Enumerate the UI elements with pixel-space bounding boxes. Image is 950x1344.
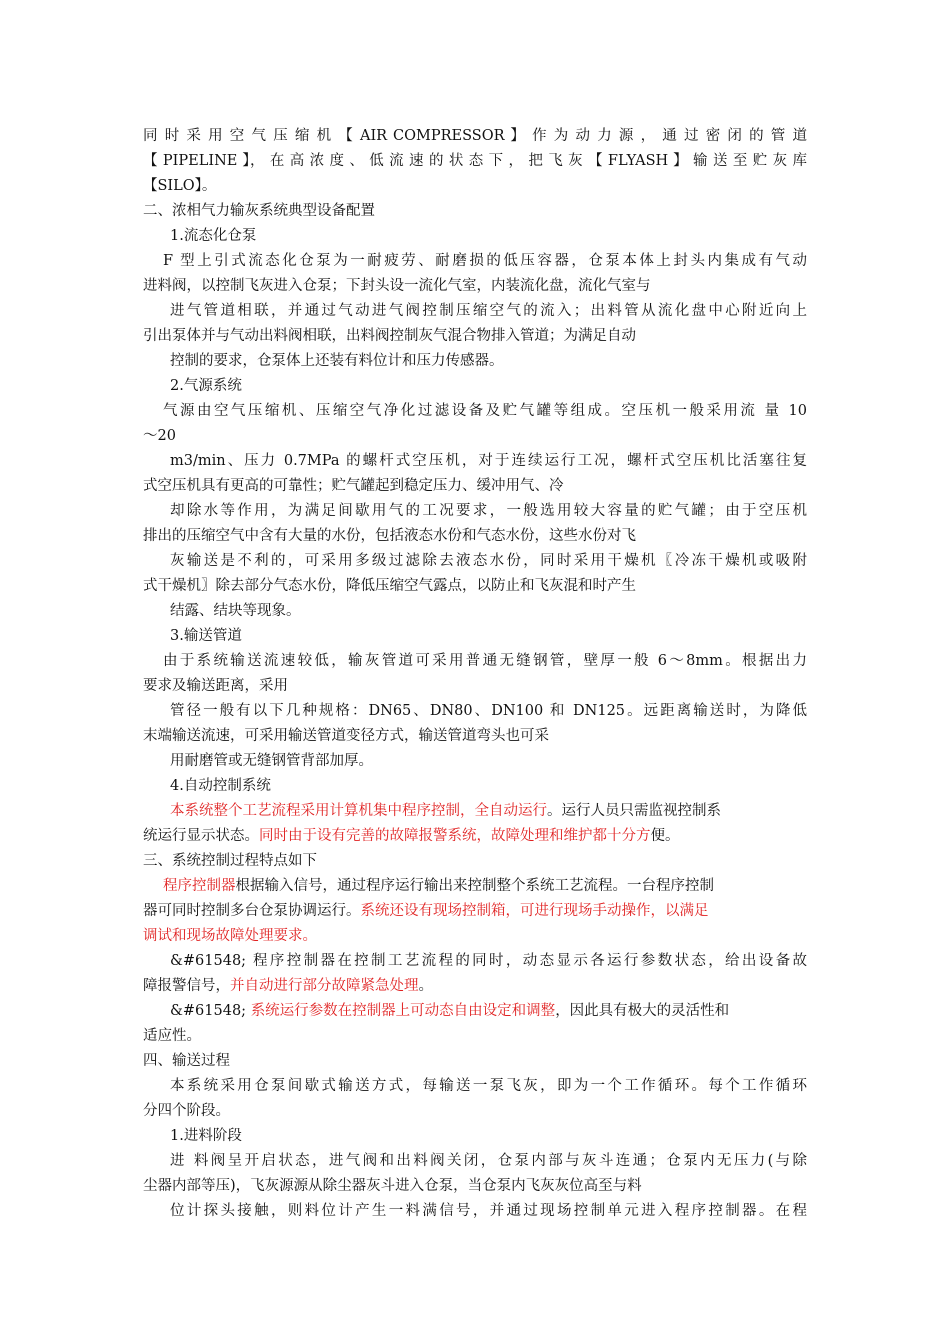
text-line: 进气管道相联，并通过气动进气阀控制压缩空气的流入；出料管从流化盘中心附近向上 xyxy=(170,303,807,319)
text-line xyxy=(143,874,807,899)
subsection-heading: 3.输送管道 xyxy=(170,628,242,644)
highlighted-text: 系统运行参数在控制器上可动态自由设定和调整 xyxy=(250,1003,556,1019)
text-line xyxy=(143,899,807,924)
text-line: 气源由空气压缩机、压缩空气净化过滤设备及贮气罐等组成。空压机一般采用流 量 10 xyxy=(163,403,807,419)
text-line: 控制的要求，仓泵体上还装有料位计和压力传感器。 xyxy=(170,353,504,369)
text-line: m3/min、压力 0.7MPa 的螺杆式空压机，对于连续运行工况，螺杆式空压机比活塞往复 xyxy=(170,453,807,469)
highlighted-text: 并自动进行部分故障紧急处理 xyxy=(230,978,419,994)
text-span: 根据输入信号，通过程序运行输出来控制整个系统工艺流程。一台程序控制 xyxy=(235,878,714,894)
text-span: 便。 xyxy=(650,828,680,844)
text-line: 由于系统输送流速较低，输灰管道可采用普通无缝钢管，壁厚一般 6～8mm。根据出力 xyxy=(163,653,807,669)
text-line: 末端输送流速，可采用输送管道变径方式，输送管道弯头也可采 xyxy=(143,728,549,744)
highlighted-text: 系统还设有现场控制箱，可进行现场手动操作，以满足 xyxy=(360,903,709,919)
text-line: 进料阀，以控制飞灰进入仓泵；下封头设一流化气室，内装流化盘，流化气室与 xyxy=(143,278,651,294)
text-span: 。运行人员只需监视控制系 xyxy=(547,803,721,819)
text-span: 统运行显示状态。 xyxy=(143,828,259,844)
text-line: ～20 xyxy=(143,428,176,444)
text-line: 用耐磨管或无缝钢管背部加厚。 xyxy=(170,753,373,769)
text-line: 引出泵体并与气动出料阀相联，出料阀控制灰气混合物排入管道；为满足自动 xyxy=(143,328,636,344)
text-line: 灰输送是不利的，可采用多级过滤除去液态水份，同时采用干燥机〖冷冻干燥机或吸附 xyxy=(170,553,807,569)
section-heading: 三、系统控制过程特点如下 xyxy=(143,853,317,869)
text-span: 障报警信号， xyxy=(143,978,230,994)
text-span: &#61548; xyxy=(170,1003,251,1019)
text-span: 器可同时控制多台仓泵协调运行。 xyxy=(143,903,361,919)
text-line xyxy=(143,974,807,999)
text-line: 【SILO】。 xyxy=(143,178,217,194)
text-line xyxy=(143,999,807,1024)
text-line: 式空压机具有更高的可靠性；贮气罐起到稳定压力、缓冲用气、冷 xyxy=(143,478,564,494)
text-line: 分四个阶段。 xyxy=(143,1103,230,1119)
highlighted-text: 调试和现场故障处理要求。 xyxy=(143,928,317,944)
text-line: 同 时 采 用 空 气 压 缩 机 【 AIR COMPRESSOR 】 作 为 动 力 源 ， 通 过 密 闭 的 管 道 xyxy=(143,128,807,144)
section-heading: 二、浓相气力输灰系统典型设备配置 xyxy=(143,203,375,219)
subsection-heading: 1.流态化仓泵 xyxy=(170,228,257,244)
text-span: ，因此具有极大的灵活性和 xyxy=(555,1003,730,1019)
highlighted-text: 同时由于设有完善的故障报警系统，故障处理和维护都十分方 xyxy=(259,828,651,844)
text-line: 本系统采用仓泵间歇式输送方式，每输送一泵飞灰，即为一个工作循环。每个工作循环 xyxy=(170,1078,807,1094)
text-line: 进 料阀呈开启状态，进气阀和出料阀关闭，仓泵内部与灰斗连通；仓泵内无压力(与除 xyxy=(170,1153,807,1169)
text-line: 排出的压缩空气中含有大量的水份，包括液态水份和气态水份，这些水份对飞 xyxy=(143,528,636,544)
text-span: 。 xyxy=(418,978,433,994)
text-line: 要求及输送距离，采用 xyxy=(143,678,288,694)
text-line: &#61548; 程序控制器在控制工艺流程的同时，动态显示各运行参数状态，给出设备故 xyxy=(170,953,807,969)
text-line: 【 PIPELINE 】， 在 高 浓 度 、 低 流 速 的 状 态 下 ， 把 飞 灰 【 FLYASH 】 输 送 至 贮 灰 库 xyxy=(143,153,807,169)
text-line: 管径一般有以下几种规格：DN65、DN80、DN100 和 DN125。远距离输送时，为降低 xyxy=(170,703,807,719)
text-line: 却除水等作用，为满足间歇用气的工况要求，一般选用较大容量的贮气罐；由于空压机 xyxy=(170,503,807,519)
text-line: 适应性。 xyxy=(143,1028,201,1044)
section-heading: 四、输送过程 xyxy=(143,1053,230,1069)
text-line xyxy=(143,799,807,824)
text-line: 式干燥机〗除去部分气态水份，降低压缩空气露点，以防止和飞灰混和时产生 xyxy=(143,578,636,594)
text-line: 尘器内部等压)，飞灰源源从除尘器灰斗进入仓泵，当仓泵内飞灰灰位高至与料 xyxy=(143,1178,642,1194)
subsection-heading: 2.气源系统 xyxy=(170,378,242,394)
text-line: 位计探头接触，则料位计产生一料满信号，并通过现场控制单元进入程序控制器。在程 xyxy=(170,1203,807,1219)
highlighted-text: 本系统整个工艺流程采用计算机集中程序控制，全自动运行 xyxy=(170,803,547,819)
document-body xyxy=(143,124,807,1224)
text-line: 结露、结块等现象。 xyxy=(170,603,301,619)
text-line xyxy=(143,824,807,849)
subsection-heading: 4.自动控制系统 xyxy=(170,778,271,794)
text-line: F 型上引式流态化仓泵为一耐疲劳、耐磨损的低压容器，仓泵本体上封头内集成有气动 xyxy=(163,253,807,269)
subsection-heading: 1.进料阶段 xyxy=(170,1128,242,1144)
highlighted-text: 程序控制器 xyxy=(163,878,236,894)
